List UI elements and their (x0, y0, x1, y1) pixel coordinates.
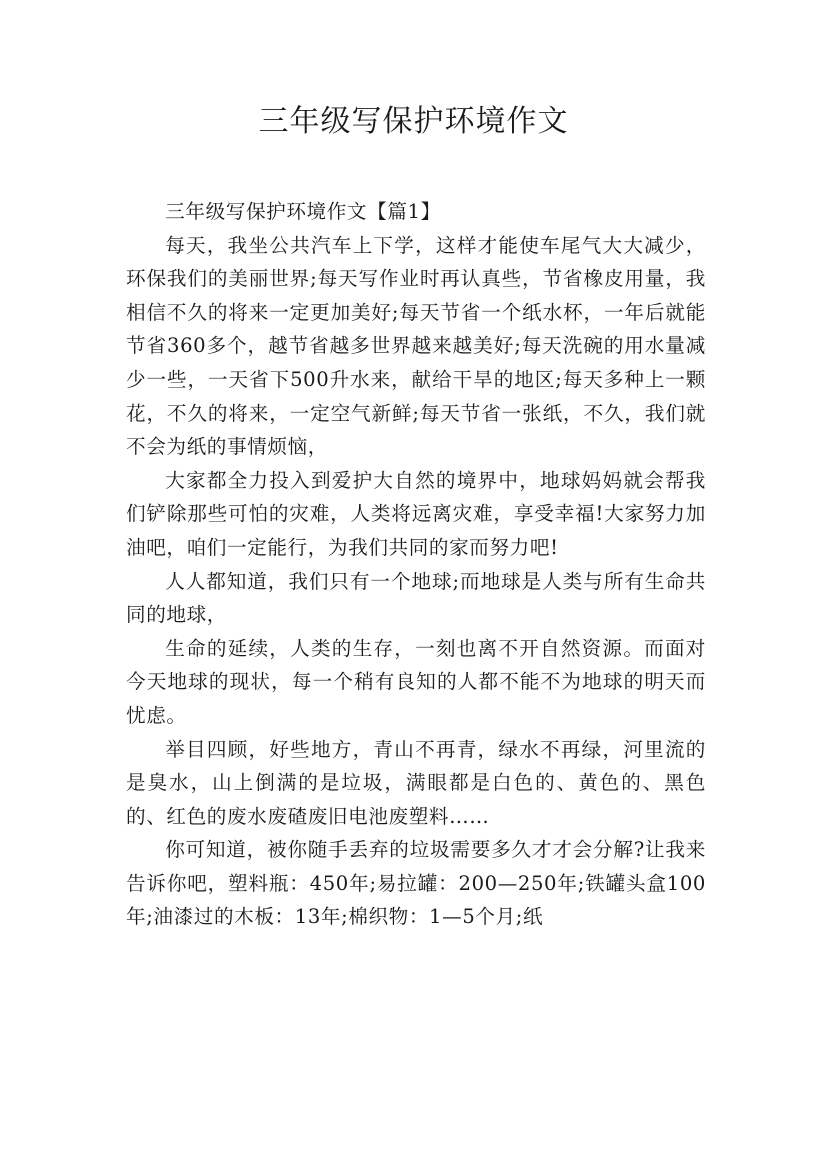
paragraph: 每天，我坐公共汽车上下学，这样才能使车尾气大大减少，环保我们的美丽世界;每天写作业时再认真些，节省橡皮用量，我相信不久的将来一定更加美好;每天节省一个纸水杯，一年后就能节省360多个，越节省越多世界越来越美好;每天洗碗的用水量减少一些，一天省下500升水来，献给干旱的地区;每天多种上一颗花，不久的将来，一定空气新鲜;每天节省一张纸，不久，我们就不会为纸的事情烦恼， (126, 233, 706, 459)
paragraph: 你可知道，被你随手丢弃的垃圾需要多久才才会分解?让我来告诉你吧，塑料瓶：450年;易拉罐：200—250年;铁罐头盒100年;油漆过的木板：13年;棉织物：1—5个月;纸 (126, 838, 706, 929)
section-heading: 三年级写保护环境作文【篇1】 (165, 200, 441, 223)
paragraph: 大家都全力投入到爱护大自然的境界中，地球妈妈就会帮我们铲除那些可怕的灾难，人类将远离灾难，享受幸福!大家努力加油吧，咱们一定能行，为我们共同的家而努力吧! (126, 468, 706, 559)
paragraph: 举目四顾，好些地方，青山不再青，绿水不再绿，河里流的是臭水，山上倒满的是垃圾，满眼都是白色的、黄色的、黑色的、红色的废水废碴废旧电池废塑料…… (126, 737, 706, 828)
document-title: 三年级写保护环境作文 (258, 104, 569, 139)
document-body (126, 195, 706, 934)
paragraph: 人人都知道，我们只有一个地球;而地球是人类与所有生命共同的地球， (126, 569, 706, 627)
paragraph: 生命的延续，人类的生存，一刻也离不开自然资源。而面对今天地球的现状，每一个稍有良知的人都不能不为地球的明天而忧虑。 (126, 636, 706, 727)
